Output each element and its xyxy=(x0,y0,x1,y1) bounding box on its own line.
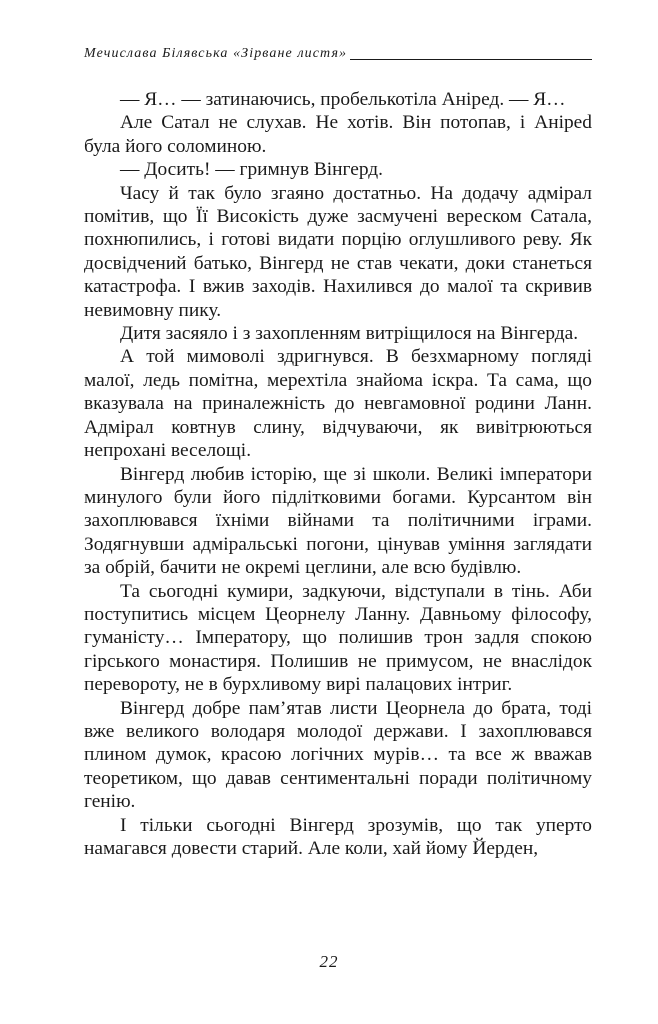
running-head-rule xyxy=(350,59,592,60)
paragraph: Та сьогодні кумири, задкуючи, відступали в тінь. Аби поступитись місцем Цеорнелу Ланну. Давньому філософу, гуманісту… Імператору, що полишив трон задля спокою гірського монастиря. Полишив не примусом, не внаслідок перевороту, не в бурхливому вирі палацових інтриг. xyxy=(84,580,592,696)
paragraph: І тільки сьогодні Вінгерд зрозумів, що так уперто намагався довести старий. Але коли, хай йому Йерден, xyxy=(84,814,592,859)
paragraph: Вінгерд добре пам’ятав листи Цеорнела до брата, тоді вже великого володаря молодої держави. І захоплювався плином думок, красою логічних мурів… та все ж вважав теоретиком, що давав сентиментальні поради політичному генію. xyxy=(84,697,592,813)
page-number: 22 xyxy=(319,952,339,971)
paragraph: Часу й так було згаяно достатньо. На додачу адмірал помітив, що Її Високість дуже засмучені вереском Сатала, похнюпились, і готові видати порцію оглушливого реву. Як досвідчений батько, Вінгерд не став чекати, доки станеться катастрофа. І вжив заходів. Нахилився до малої та скривив невимовну пику. xyxy=(84,182,592,321)
paragraph: — Досить! — гримнув Вінгерд. xyxy=(120,159,384,181)
paragraph: — Я… — затинаючись, пробелькотіла Аніред. — Я… xyxy=(120,89,566,110)
running-head xyxy=(84,46,592,62)
paragraph: Дитя засяяло і з захопленням витріщилося на Вінгерда. xyxy=(120,323,579,345)
paragraph: Але Сатал не слухав. Не хотів. Він потопав, і Анірed була його соломиною. xyxy=(84,112,592,157)
page-body xyxy=(84,88,592,860)
paragraph: А той мимоволі здригнувся. В безхмарному погляді малої, ледь помітна, мерехтіла знайома іскра. Та сама, що вказувала на приналежність до невгамовної родини Ланн. Адмірал ковтнув слину, відчуваючи, як вивітрюються непрохані веселощі. xyxy=(84,346,592,462)
running-head-title: Мечислава Білявська «Зірване листя» xyxy=(84,46,348,61)
paragraph: Вінгерд любив історію, ще зі школи. Великі імператори минулого були його підлітковими богами. Курсантом він захоплювався їхніми війнами та політичними іграми. Зодягнувши адміральські погони, цінував уміння заглядати за обрій, бачити не окремі цеглини, але всю будівлю. xyxy=(84,463,592,579)
